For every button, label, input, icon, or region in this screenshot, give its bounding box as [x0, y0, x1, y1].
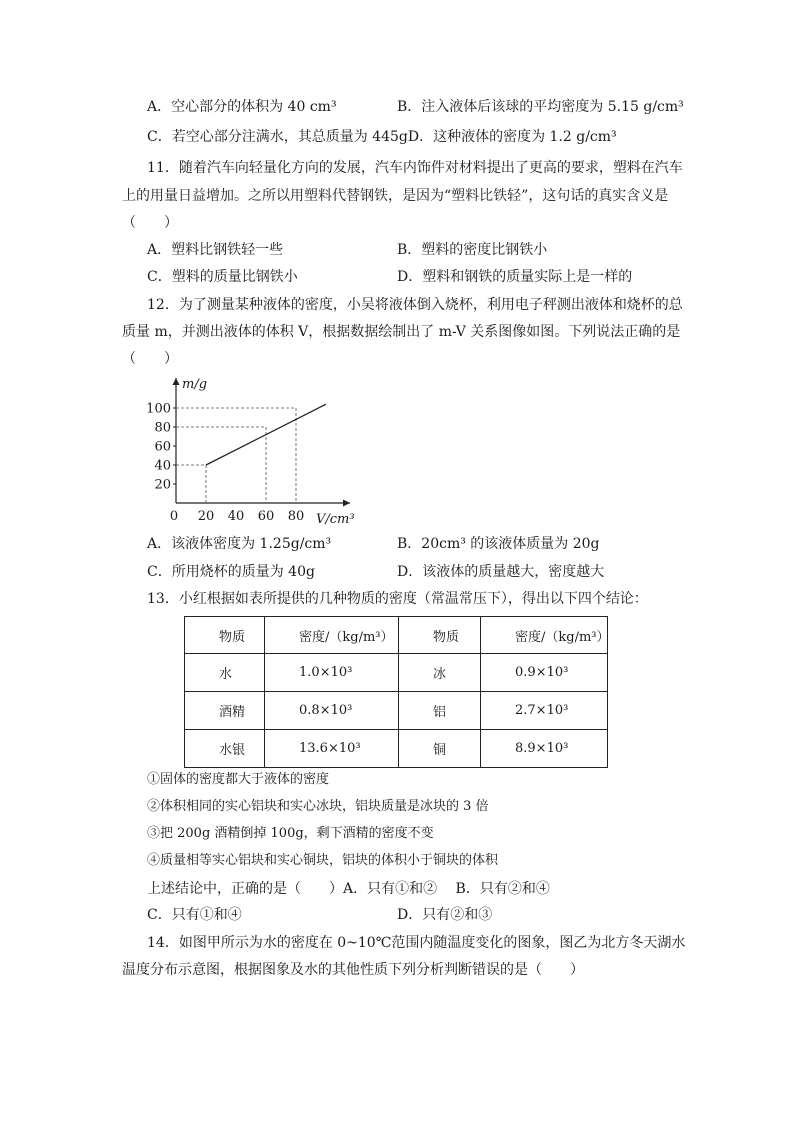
x-tick-label: 80 — [287, 509, 305, 524]
y-tick-label: 20 — [154, 477, 171, 493]
table-header-cell: 密度/（kg/m³） — [481, 617, 608, 654]
q12-stem-line2: 质量 m，并测出液体的体积 V，根据数据绘制出了 m-V 关系图像如图。下列说法正确的是 — [122, 324, 681, 340]
table-cell: 冰 — [399, 654, 481, 692]
q13-stem: 13．小红根据如表所提供的几种物质的密度（常温常压下），得出以下四个结论： — [147, 591, 648, 607]
table-row — [185, 730, 608, 768]
q11-option-c: C．塑料的质量比钢铁小 — [147, 269, 298, 285]
table-header-cell: 密度/（kg/m³） — [265, 617, 399, 654]
m-v-chart — [140, 370, 370, 530]
q11-stem-line2: 上的用量日益增加。之所以用塑料代替钢铁，是因为“塑料比铁轻”，这句话的真实含义是 — [122, 188, 669, 204]
series-line — [206, 404, 326, 465]
density-table — [184, 616, 608, 768]
x-tick-label: 60 — [257, 509, 275, 524]
q13-statement-4: ④质量相等实心铝块和实心铜块，铝块的体积小于铜块的体积 — [147, 853, 499, 868]
q10-option-cd: C．若空心部分注满水，其总质量为 445gD．这种液体的密度为 1.2 g/cm³ — [147, 129, 617, 145]
table-header-cell: 物质 — [185, 617, 265, 654]
x-tick-label: 40 — [227, 509, 245, 524]
table-row — [185, 692, 608, 730]
q12-option-c: C．所用烧杯的质量为 40g — [147, 564, 315, 580]
q13-conclusion: 上述结论中，正确的是（ ）A．只有①和② B．只有②和④ — [147, 881, 550, 897]
table-header-cell: 物质 — [399, 617, 481, 654]
table-cell: 水银 — [185, 730, 265, 768]
table-cell: 0.8×10³ — [265, 692, 399, 730]
q12-option-b: B．20cm³ 的该液体质量为 20g — [397, 536, 600, 552]
table-cell: 水 — [185, 654, 265, 692]
y-tick-label: 40 — [154, 458, 171, 474]
table-cell: 8.9×10³ — [481, 730, 608, 768]
q14-stem-line2: 温度分布示意图，根据图象及水的其他性质下列分析判断错误的是（ ） — [122, 962, 584, 978]
q11-option-b: B．塑料的密度比钢铁小 — [397, 242, 548, 258]
q12-option-d: D．该液体的质量越大，密度越大 — [397, 564, 605, 580]
q11-stem-line1: 11．随着汽车向轻量化方向的发展，汽车内饰件对材料提出了更高的要求，塑料在汽车 — [147, 160, 683, 176]
y-tick-label: 100 — [146, 401, 171, 417]
q11-option-d: D．塑料和钢铁的质量实际上是一样的 — [397, 269, 633, 285]
q10-option-b: B．注入液体后该球的平均密度为 5.15 g/cm³ — [397, 99, 684, 115]
x-tick-label: 20 — [197, 509, 215, 524]
table-cell: 酒精 — [185, 692, 265, 730]
table-header-row — [185, 617, 608, 654]
q10-option-a: A．空心部分的体积为 40 cm³ — [147, 99, 337, 115]
table-cell: 铝 — [399, 692, 481, 730]
table-row — [185, 654, 608, 692]
table-cell: 0.9×10³ — [481, 654, 608, 692]
q13-option-d: D．只有②和③ — [397, 907, 493, 923]
x-axis-label: V/cm³ — [316, 512, 355, 527]
q11-option-a: A．塑料比钢铁轻一些 — [147, 242, 284, 258]
q12-stem-line1: 12．为了测量某种液体的密度，小吴将液体倒入烧杯，利用电子秤测出液体和烧杯的总 — [147, 297, 683, 313]
table-cell: 13.6×10³ — [265, 730, 399, 768]
q11-stem-line3: （ ） — [122, 215, 178, 231]
q13-statement-2: ②体积相同的实心铝块和实心冰块，铝块质量是冰块的 3 倍 — [147, 799, 489, 814]
table-cell: 铜 — [399, 730, 481, 768]
y-axis-label: m/g — [182, 377, 208, 392]
table-cell: 1.0×10³ — [265, 654, 399, 692]
q12-option-a: A．该液体密度为 1.25g/cm³ — [147, 536, 332, 552]
q13-statement-3: ③把 200g 酒精倒掉 100g，剩下酒精的密度不变 — [147, 826, 434, 841]
table-cell: 2.7×10³ — [481, 692, 608, 730]
y-tick-label: 80 — [154, 420, 171, 436]
q13-statement-1: ①固体的密度都大于液体的密度 — [147, 772, 330, 787]
q13-option-c: C．只有①和④ — [147, 907, 242, 923]
q12-stem-line3: （ ） — [122, 351, 178, 367]
y-tick-label: 60 — [154, 439, 171, 455]
q14-stem-line1: 14．如图甲所示为水的密度在 0~10℃范围内随温度变化的图象，图乙为北方冬天湖水 — [147, 935, 686, 951]
origin-label: 0 — [169, 509, 179, 524]
